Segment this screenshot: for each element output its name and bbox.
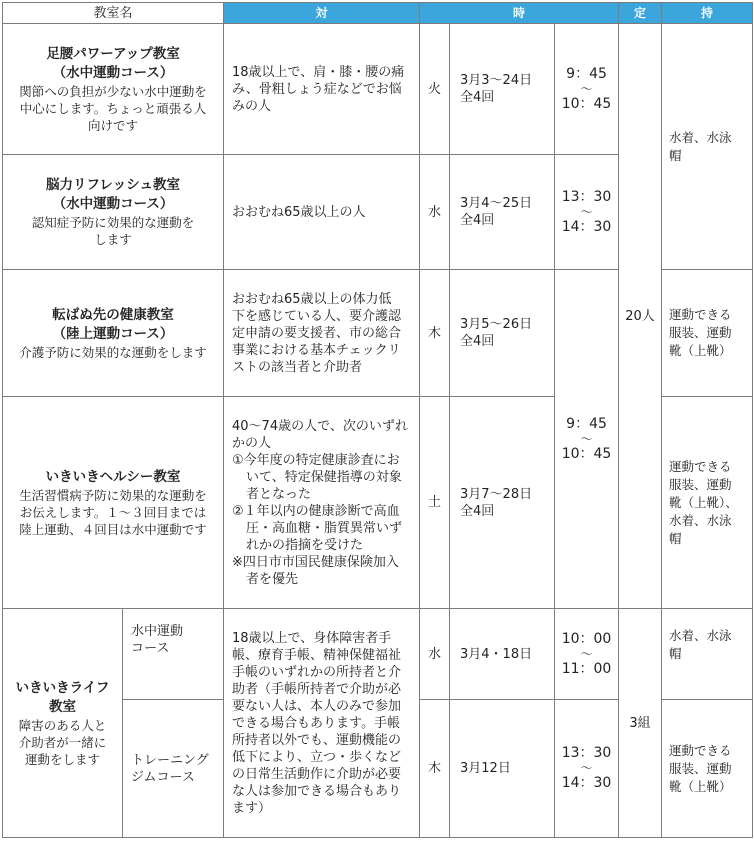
- capacity-cell: 20人: [619, 24, 662, 609]
- date-range: 3月4～25日: [460, 196, 533, 211]
- course-cell: [123, 609, 224, 700]
- target-text: な人は参加できる場合もあり: [232, 783, 402, 799]
- target-text: 下を感じている人、要介護認: [232, 308, 402, 324]
- classroom-title: 転ばぬ先の健康教室: [52, 306, 174, 323]
- classroom-desc: 介護予防に効果的な運動をします: [19, 344, 207, 360]
- classroom-schedule-table: [2, 2, 753, 838]
- target-text: 低下により、立つ・歩くなど: [232, 749, 402, 765]
- target-cell: [224, 609, 420, 838]
- classroom-title: 足腰パワーアップ教室: [46, 45, 180, 62]
- classroom-subtitle: （水中運動コース）: [52, 196, 174, 212]
- time-start: 10：00: [561, 630, 612, 647]
- course-name: コース: [131, 641, 170, 656]
- belongings-text: 帽: [669, 646, 682, 661]
- table-row: [3, 609, 753, 700]
- target-text: 18歳以上で、肩・膝・腰の痛: [232, 64, 405, 80]
- target-item: いて、特定保健指導の対象: [246, 469, 402, 485]
- classroom-desc: 運動をします: [24, 751, 100, 767]
- capacity-cell: 3組: [619, 609, 662, 838]
- classroom-desc: 関節への負担が少ない水中運動を: [19, 83, 207, 99]
- weekday-cell: 木: [420, 700, 450, 838]
- belongings-text: 運動できる: [669, 742, 732, 758]
- target-text: ます）: [232, 800, 272, 816]
- weekday-cell: 火: [420, 24, 450, 155]
- belongings-text: 靴（上靴）、: [669, 494, 738, 510]
- time-start: 9：45: [566, 415, 607, 432]
- target-item: ②１年以内の健康診断で高血: [232, 503, 400, 519]
- weekday-cell: 水: [420, 609, 450, 700]
- belongings-cell: [662, 270, 753, 397]
- weekday-cell: 水: [420, 155, 450, 270]
- target-text: 助者（手帳所持者で介助が必: [232, 681, 402, 697]
- course-name: ジムコース: [131, 769, 195, 785]
- target-text: 定申請の要支援者、市の総合: [232, 325, 402, 341]
- classroom-desc: 介助者が一緒に: [18, 734, 107, 750]
- session-count: 全4回: [460, 90, 495, 105]
- target-note: ※四日市市国民健康保険加入: [232, 554, 399, 570]
- time-tilde: ～: [580, 646, 593, 661]
- belongings-text: 服装、運動: [669, 325, 732, 340]
- belongings-cell: [662, 700, 753, 838]
- time-start: 9：45: [566, 65, 607, 82]
- header-datetime: 時: [420, 3, 619, 24]
- time-cell: [555, 155, 619, 270]
- target-text: ストの該当者と介助者: [232, 359, 363, 375]
- target-cell: [224, 24, 420, 155]
- target-text: かの人: [232, 435, 272, 451]
- target-text: みの人: [232, 98, 272, 114]
- classroom-title: 教室: [49, 698, 76, 715]
- time-end: 14：30: [561, 218, 612, 235]
- time-tilde: ～: [580, 204, 593, 219]
- belongings-text: 水着、水泳: [669, 129, 732, 145]
- time-start: 13：30: [561, 188, 612, 205]
- belongings-cell: [662, 609, 753, 700]
- time-cell: [555, 270, 619, 609]
- target-text: 要ない人は、本人のみで参加: [232, 698, 402, 714]
- belongings-text: 靴（上靴）: [669, 778, 732, 794]
- time-cell: [555, 24, 619, 155]
- target-text: 40～74歳の人で、次のいずれ: [232, 418, 408, 434]
- belongings-text: 運動できる: [669, 307, 732, 322]
- date-range: 3月5～26日: [460, 317, 533, 332]
- date-range: 3月3～24日: [460, 73, 533, 88]
- header-target: 対: [224, 3, 420, 24]
- target-cell: [224, 270, 420, 397]
- classroom-cell: [3, 155, 224, 270]
- time-end: 11：00: [561, 660, 612, 677]
- weekday-cell: 土: [420, 397, 450, 609]
- course-name: トレーニング: [131, 752, 209, 768]
- header-row: [3, 3, 753, 24]
- target-text: 帳、療育手帳、精神保健福祉: [232, 647, 402, 663]
- time-cell: [555, 609, 619, 700]
- belongings-text: 運動できる: [669, 458, 732, 474]
- date-cell: [450, 24, 555, 155]
- target-note: 者を優先: [246, 571, 299, 587]
- target-text: み、骨粗しょう症などでお悩: [232, 81, 402, 97]
- target-text: 事業における基本チェックリ: [232, 342, 401, 358]
- weekday-cell: 木: [420, 270, 450, 397]
- classroom-cell: [3, 397, 224, 609]
- time-tilde: ～: [580, 761, 593, 775]
- target-cell: [224, 155, 420, 270]
- belongings-text: 帽: [669, 147, 682, 163]
- date-range: 3月7～28日: [460, 486, 533, 502]
- target-text: 手帳のいずれかの所持者と介: [232, 664, 402, 680]
- classroom-desc: 陸上運動、４回目は水中運動です: [19, 521, 207, 537]
- course-name: 水中運動: [131, 624, 184, 639]
- target-item: れかの指摘を受けた: [246, 537, 364, 553]
- classroom-desc: お伝えします。１～３回目までは: [19, 504, 207, 520]
- target-text: の日常生活動作に介助が必要: [232, 766, 402, 782]
- time-end: 14：30: [561, 775, 612, 791]
- course-cell: [123, 700, 224, 838]
- target-text: できる場合もあります。手帳: [232, 715, 400, 731]
- header-belongings: 持: [662, 3, 753, 24]
- date-cell: 3月12日: [450, 700, 555, 838]
- target-cell: [224, 397, 420, 609]
- classroom-desc: 生活習慣病予防に効果的な運動を: [19, 487, 207, 503]
- session-count: 全4回: [460, 213, 495, 228]
- classroom-desc: 障害のある人と: [18, 717, 107, 733]
- belongings-text: 服装、運動: [669, 476, 732, 492]
- belongings-text: 服装、運動: [669, 760, 732, 776]
- belongings-text: 帽: [669, 530, 682, 546]
- target-item: 者となった: [246, 486, 312, 502]
- time-end: 10：45: [561, 445, 612, 462]
- classroom-title: 脳力リフレッシュ教室: [45, 177, 181, 193]
- time-tilde: ～: [580, 81, 593, 96]
- classroom-desc: 認知症予防に効果的な運動を: [31, 215, 195, 230]
- belongings-text: 靴（上靴）: [669, 343, 732, 358]
- time-tilde: ～: [580, 431, 593, 446]
- classroom-cell: [3, 24, 224, 155]
- belongings-cell: [662, 397, 753, 609]
- classroom-title: いきいきヘルシー教室: [45, 468, 181, 485]
- classroom-cell: [3, 609, 123, 838]
- target-text: 所持者以外でも、運動機能の: [232, 732, 402, 748]
- target-item: 圧・高血糖・脂質異常いず: [246, 520, 403, 536]
- date-cell: 3月4・18日: [450, 609, 555, 700]
- classroom-subtitle: （水中運動コース）: [52, 64, 174, 81]
- time-end: 10：45: [561, 95, 612, 112]
- session-count: 全4回: [460, 503, 495, 519]
- date-cell: [450, 397, 555, 609]
- time-start: 13：30: [561, 745, 612, 761]
- belongings-cell: [662, 24, 753, 270]
- classroom-desc: します: [94, 232, 132, 247]
- table-row: [3, 24, 753, 155]
- header-capacity: 定: [619, 3, 662, 24]
- classroom-desc: 中心にします。ちょっと頑張る人: [19, 100, 207, 116]
- time-cell: [555, 700, 619, 838]
- belongings-text: 水着、水泳: [669, 628, 732, 643]
- classroom-title: いきいきライフ: [15, 679, 110, 696]
- date-cell: [450, 155, 555, 270]
- classroom-desc: 向けです: [88, 117, 139, 133]
- classroom-subtitle: （陸上運動コース）: [52, 325, 174, 342]
- header-classroom: 教室名: [3, 3, 224, 24]
- date-cell: [450, 270, 555, 397]
- session-count: 全4回: [460, 334, 495, 349]
- target-text: おおむね65歳以上の人: [232, 204, 366, 220]
- target-text: おおむね65歳以上の体力低: [232, 291, 392, 307]
- belongings-text: 水着、水泳: [669, 512, 732, 528]
- target-text: 18歳以上で、身体障害者手: [232, 630, 392, 646]
- classroom-cell: [3, 270, 224, 397]
- target-item: ①今年度の特定健康診査にお: [232, 452, 400, 468]
